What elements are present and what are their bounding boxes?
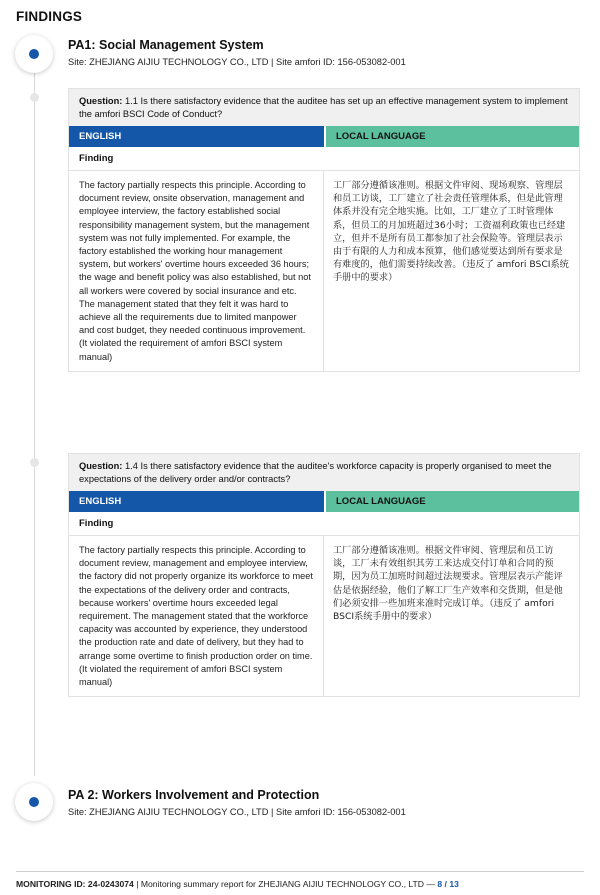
timeline-line: [34, 72, 35, 776]
finding-row: [69, 536, 579, 696]
finding-label: Finding: [69, 147, 579, 171]
pa1-title: PA1: Social Management System: [68, 38, 264, 52]
language-header-row: [69, 491, 579, 512]
finding-local-language: 工厂部分遵循该准则。根据文件审阅、现场观察、管理层和员工访谈，工厂建立了社会责任管理体系，但是此管理体系并没有完全地实施。比如，工厂建立了工时管理体系，但员工的月加班超过36小时；工资福利政策也已经建立，但并不是所有员工都参加了社会保险等。管理层表示由于有限的人力和成本预算，他们感觉要达到所有要求是有难度的，他们需要持续改善。（违反了 amfori BSCI系统手册中的要求）: [333, 180, 569, 284]
local-language-header: LOCAL LANGUAGE: [326, 126, 579, 147]
page-footer: [16, 879, 459, 889]
pa1-marker: [15, 35, 53, 73]
question-text: 1.4 Is there satisfactory evidence that the auditee's workforce capacity is properly organised to meet the expectations of the delivery order and/or contracts?: [79, 461, 552, 484]
footer-description: | Monitoring summary report for ZHEJIANG AIJIU TECHNOLOGY CO., LTD —: [136, 879, 435, 889]
english-header: ENGLISH: [69, 126, 324, 147]
finding-label: Finding: [69, 512, 579, 536]
local-language-header: LOCAL LANGUAGE: [326, 491, 579, 512]
pa2-title: PA 2: Workers Involvement and Protection: [68, 788, 320, 802]
finding-row: [69, 171, 579, 371]
question-text: 1.1 Is there satisfactory evidence that the auditee has set up an effective management system to implement the amfori BSCI Code of Conduct?: [79, 96, 568, 119]
question-header: [69, 454, 579, 491]
pa2-marker: [15, 783, 53, 821]
finding-local-language: 工厂部分遵循该准则。根据文件审阅、管理层和员工访谈，工厂未有效组织其劳工来达成交付订单和合同的预期，因为员工加班时间超过法规要求。管理层表示产能评估是依据经验，他们了解工厂生产效率和交货期，但是他们必须安排一些加班来准时完成订单。（违反了 amfori BSCI系统手册中的要求）: [333, 545, 563, 623]
question-label: Question:: [79, 461, 123, 471]
question-block-2: [68, 453, 580, 697]
finding-english: The factory partially respects this principle. According to document review, onsite observation, management and employee interview, the factory established social responsibility management system, but the management system was not fully implemented. For example, the factory established the working hour management system, but workers' overtime hours exceeded 36 hours; the wage and benefit policy was also established, but not all workers were covered by social insurance and etc. The management stated that they felt it was hard to achieve all the requirements due to limited manpower and cost budget, they needed continuous improvement. (It violated the requirement of amfori BSCI system manual): [69, 171, 324, 371]
question-label: Question:: [79, 96, 123, 106]
question1-marker: [30, 93, 39, 102]
footer-page-number: 8 / 13: [437, 879, 459, 889]
footer-divider: [16, 871, 584, 872]
pa1-marker-dot: [29, 49, 39, 59]
language-header-row: [69, 126, 579, 147]
pa2-marker-dot: [29, 797, 39, 807]
pa1-site: Site: ZHEJIANG AIJIU TECHNOLOGY CO., LTD | Site amfori ID: 156-053082-001: [68, 57, 406, 67]
page-title: FINDINGS: [16, 9, 83, 24]
english-header: ENGLISH: [69, 491, 324, 512]
finding-english: The factory partially respects this principle. According to document review, management and employee interview, the factory did not properly organize its workforce to meet the expectations of the delivery order and contracts, because workers' overtime hours exceeded legal requirement. The management stated that the workforce capacity was accounted by experience, they understood the production rate and date of delivery, but they had to arrange some overtime to finish production order on time. (It violated the requirement of amfori BSCI system manual): [69, 536, 324, 696]
question-block-1: [68, 88, 580, 372]
question-header: [69, 89, 579, 126]
footer-monitoring-id: MONITORING ID: 24-0243074: [16, 879, 134, 889]
pa2-site: Site: ZHEJIANG AIJIU TECHNOLOGY CO., LTD | Site amfori ID: 156-053082-001: [68, 807, 406, 817]
question2-marker: [30, 458, 39, 467]
